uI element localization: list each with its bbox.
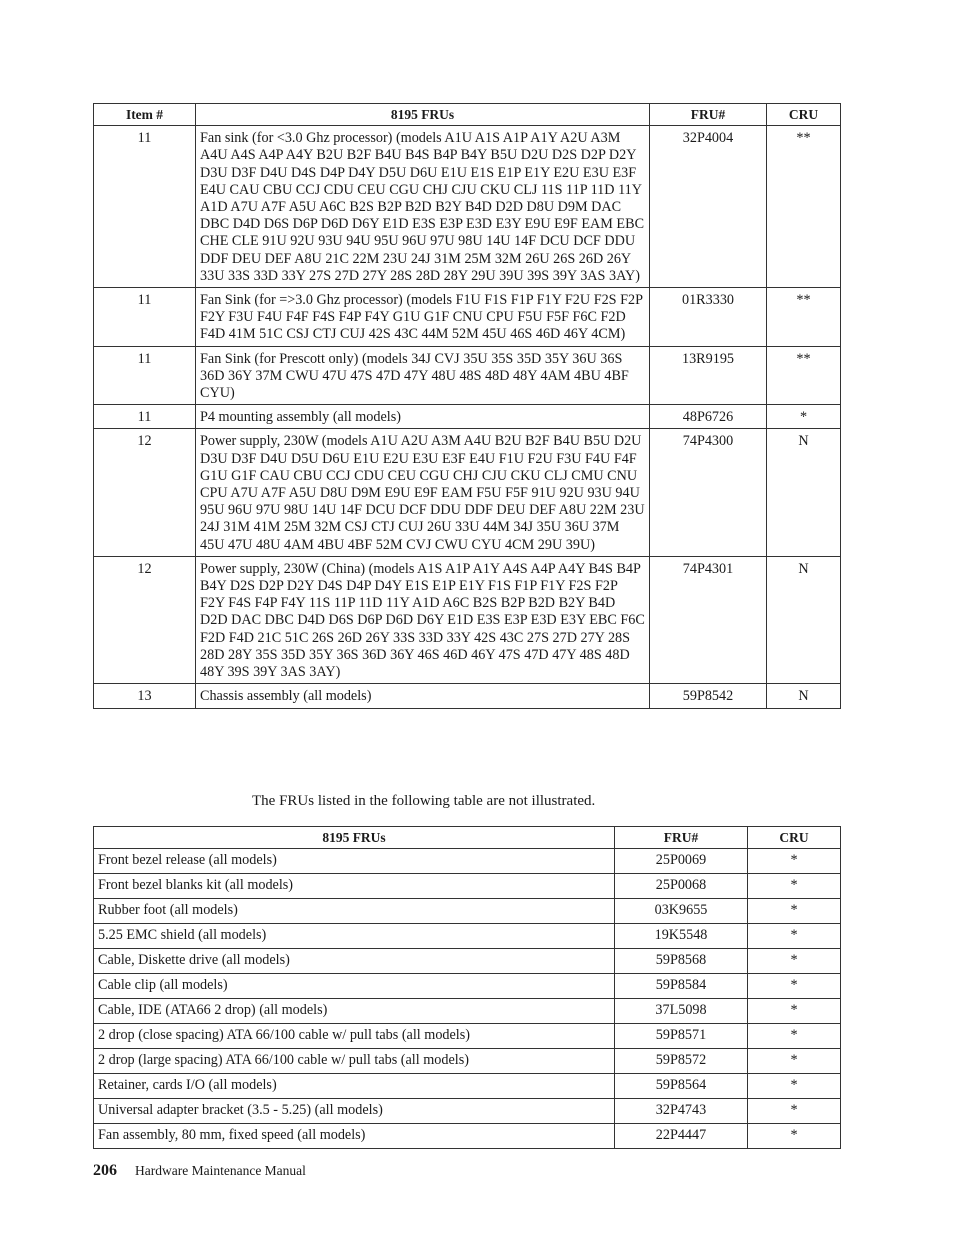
cru-value: * bbox=[767, 405, 841, 429]
fru-description: Fan sink (for <3.0 Ghz processor) (models A1U A1S A1P A1Y A2U A3M A4U A4S A4P A4Y B2U B2F B4U B4S B4P B4Y B5U D2U D2S D2P D2Y D3U D3F D4U D4S D4P D4Y D5U D6U E1U E1S E1P E1Y E2U E3U E3F E4U CAU CBU CCJ CDU CEU CGU CHJ CJU CKU CLJ 11S 11P 11D 11Y A1D A7U A7F A5U A6C B2S B2P B2D B2Y B4D D2D D8U D9M DAC DBC D4D D6S D6P D6D D6Y E1D E3S E3P E3D E3Y E9U E9F EAM EBC CHE CLE 91U 92U 93U 94U 95U 96U 97U 98U 14U 14F DCU DCF DDU DDF DEU DEF A8U 21C 22M 23U 24J 31M 25M 32M 26U 26S 26D 26Y 33U 33S 33D 33Y 27S 27D 27Y 28S 28D 28Y 29U 39U 39S 39Y 3AS 3AY) bbox=[196, 126, 650, 288]
fru-number: 32P4743 bbox=[615, 1099, 748, 1124]
col-header-fru-number: FRU# bbox=[615, 827, 748, 849]
col-header-fru-number: FRU# bbox=[650, 104, 767, 126]
cru-value: * bbox=[748, 874, 841, 899]
page-footer bbox=[93, 1162, 306, 1180]
fru-description: Universal adapter bracket (3.5 - 5.25) (all models) bbox=[94, 1099, 615, 1124]
table-row bbox=[94, 346, 841, 405]
table-row bbox=[94, 556, 841, 683]
item-number: 13 bbox=[94, 684, 196, 708]
table-row bbox=[94, 849, 841, 874]
item-number: 11 bbox=[94, 405, 196, 429]
fru-number: 01R3330 bbox=[650, 288, 767, 347]
col-header-frus: 8195 FRUs bbox=[94, 827, 615, 849]
fru-description: Fan assembly, 80 mm, fixed speed (all models) bbox=[94, 1124, 615, 1149]
fru-number: 48P6726 bbox=[650, 405, 767, 429]
cru-value: * bbox=[748, 924, 841, 949]
cru-value: * bbox=[748, 974, 841, 999]
table-row bbox=[94, 999, 841, 1024]
table-row bbox=[94, 684, 841, 708]
fru-description: 2 drop (large spacing) ATA 66/100 cable w/ pull tabs (all models) bbox=[94, 1049, 615, 1074]
page-number: 206 bbox=[93, 1162, 117, 1179]
table-note: The FRUs listed in the following table are not illustrated. bbox=[252, 793, 596, 809]
fru-number: 19K5548 bbox=[615, 924, 748, 949]
table-row bbox=[94, 1099, 841, 1124]
fru-number: 59P8568 bbox=[615, 949, 748, 974]
item-number: 11 bbox=[94, 126, 196, 288]
cru-value: N bbox=[767, 684, 841, 708]
cru-value: * bbox=[748, 949, 841, 974]
item-number: 12 bbox=[94, 556, 196, 683]
fru-description: Power supply, 230W (models A1U A2U A3M A4U B2U B2F B4U B5U D2U D3U D3F D4U D5U D6U E1U E2U E3U E3F E4U F1U F2U F3U F4U F4F G1U G1F CAU CBU CCJ CDU CEU CGU CHJ CJU CKU CLJ CMU CNU CPU A7U A7F A5U D8U D9M E9U E9F EAM F5U F5F 91U 92U 93U 94U 95U 96U 97U 98U 14U 14F DCU DCF DDU DDF DEU DEF A8U 22M 23U 24J 31M 41M 25M 32M CSJ CTJ CUJ 26U 33U 44M 34J 35U 36U 37M 45U 47U 48U 4AM 4BU 4BF 52M CVJ CWU CYU 4CM 29U 39U) bbox=[196, 429, 650, 556]
fru-number: 32P4004 bbox=[650, 126, 767, 288]
fru-description: P4 mounting assembly (all models) bbox=[196, 405, 650, 429]
fru-number: 22P4447 bbox=[615, 1124, 748, 1149]
table-row bbox=[94, 1074, 841, 1099]
cru-value: * bbox=[748, 849, 841, 874]
fru-description: Fan Sink (for Prescott only) (models 34J CVJ 35U 35S 35D 35Y 36U 36S 36D 36Y 37M CWU 47U 47S 47D 47Y 48U 48S 48D 48Y 4AM 4BU 4BF CYU) bbox=[196, 346, 650, 405]
fru-number: 13R9195 bbox=[650, 346, 767, 405]
fru-description: Cable, IDE (ATA66 2 drop) (all models) bbox=[94, 999, 615, 1024]
manual-title: Hardware Maintenance Manual bbox=[135, 1163, 306, 1178]
col-header-cru: CRU bbox=[767, 104, 841, 126]
col-header-frus: 8195 FRUs bbox=[196, 104, 650, 126]
fru-number: 03K9655 bbox=[615, 899, 748, 924]
table-row bbox=[94, 974, 841, 999]
fru-description: Retainer, cards I/O (all models) bbox=[94, 1074, 615, 1099]
table-header-row bbox=[94, 104, 841, 126]
cru-value: ** bbox=[767, 346, 841, 405]
fru-number: 74P4301 bbox=[650, 556, 767, 683]
table-row bbox=[94, 924, 841, 949]
fru-description: Front bezel release (all models) bbox=[94, 849, 615, 874]
fru-description: Rubber foot (all models) bbox=[94, 899, 615, 924]
col-header-item: Item # bbox=[94, 104, 196, 126]
cru-value: * bbox=[748, 999, 841, 1024]
fru-number: 59P8584 bbox=[615, 974, 748, 999]
fru-number: 59P8571 bbox=[615, 1024, 748, 1049]
fru-description: Front bezel blanks kit (all models) bbox=[94, 874, 615, 899]
table-row bbox=[94, 429, 841, 556]
table-row bbox=[94, 899, 841, 924]
fru-description: Power supply, 230W (China) (models A1S A1P A1Y A4S A4P A4Y B4S B4P B4Y D2S D2P D2Y D4S D4P D4Y E1S E1P E1Y F1S F1P F1Y F2S F2P F2Y F4S F4P F4Y 11S 11P 11D 11Y A1D A6C B2S B2P B2D B2Y B4D D2D DAC DBC D4D D6S D6P D6D D6Y E1D E3S E3P E3D E3Y EBC F6C F2D F4D 21C 51C 26S 26D 26Y 33S 33D 33Y 42S 43C 27S 27D 27Y 28S 28D 28Y 35S 35D 35Y 36S 36D 36Y 46S 46D 46Y 47S 47D 47Y 48S 48D 48Y 39S 39Y 3AS 3AY) bbox=[196, 556, 650, 683]
cru-value: * bbox=[748, 1124, 841, 1149]
cru-value: * bbox=[748, 899, 841, 924]
cru-value: N bbox=[767, 429, 841, 556]
cru-value: * bbox=[748, 1024, 841, 1049]
fru-description: Cable, Diskette drive (all models) bbox=[94, 949, 615, 974]
cru-value: * bbox=[748, 1074, 841, 1099]
table-row bbox=[94, 405, 841, 429]
table-row bbox=[94, 949, 841, 974]
table-row bbox=[94, 1124, 841, 1149]
fru-description: Fan Sink (for =>3.0 Ghz processor) (models F1U F1S F1P F1Y F2U F2S F2P F2Y F3U F4U F4F F4S F4P F4Y G1U G1F CNU CPU F5U F5F F6C F2D F4D 41M 51C CSJ CTJ CUJ 42S 43C 44M 52M 45U 46S 46D 46Y 4CM) bbox=[196, 288, 650, 347]
item-number: 12 bbox=[94, 429, 196, 556]
item-number: 11 bbox=[94, 346, 196, 405]
fru-number: 59P8564 bbox=[615, 1074, 748, 1099]
fru-description: Cable clip (all models) bbox=[94, 974, 615, 999]
cru-value: ** bbox=[767, 288, 841, 347]
table-header-row bbox=[94, 827, 841, 849]
cru-value: N bbox=[767, 556, 841, 683]
fru-description: Chassis assembly (all models) bbox=[196, 684, 650, 708]
cru-value: * bbox=[748, 1049, 841, 1074]
fru-number: 74P4300 bbox=[650, 429, 767, 556]
fru-number: 25P0069 bbox=[615, 849, 748, 874]
item-number: 11 bbox=[94, 288, 196, 347]
fru-number: 37L5098 bbox=[615, 999, 748, 1024]
fru-number: 25P0068 bbox=[615, 874, 748, 899]
col-header-cru: CRU bbox=[748, 827, 841, 849]
table-row bbox=[94, 1024, 841, 1049]
cru-value: ** bbox=[767, 126, 841, 288]
table-row bbox=[94, 126, 841, 288]
fru-table-not-illustrated bbox=[93, 826, 841, 1149]
cru-value: * bbox=[748, 1099, 841, 1124]
fru-number: 59P8572 bbox=[615, 1049, 748, 1074]
table-row bbox=[94, 288, 841, 347]
fru-description: 5.25 EMC shield (all models) bbox=[94, 924, 615, 949]
table-row bbox=[94, 1049, 841, 1074]
fru-description: 2 drop (close spacing) ATA 66/100 cable w/ pull tabs (all models) bbox=[94, 1024, 615, 1049]
table-row bbox=[94, 874, 841, 899]
fru-table-illustrated bbox=[93, 103, 841, 709]
fru-number: 59P8542 bbox=[650, 684, 767, 708]
